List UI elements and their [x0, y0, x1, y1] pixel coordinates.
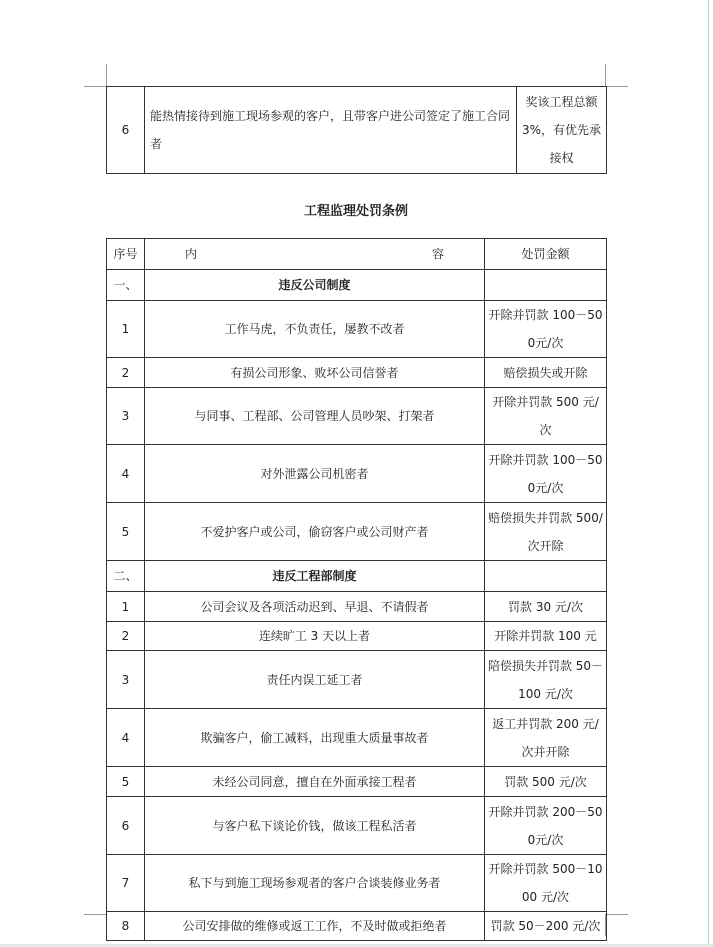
- table-row: [107, 503, 607, 561]
- row-content: 公司会议及各项活动迟到、早退、不请假者: [145, 592, 485, 622]
- document-title: 工程监理处罚条例: [303, 204, 408, 219]
- row-content: 欺骗客户，偷工减料，出现重大质量事故者: [145, 709, 485, 767]
- table-row: [107, 592, 607, 622]
- row-number: 1: [107, 592, 145, 622]
- row-number: 6: [107, 87, 145, 174]
- row-number: 4: [107, 709, 145, 767]
- row-content: 不爱护客户或公司，偷窃客户或公司财产者: [145, 503, 485, 561]
- page-edge: [708, 0, 709, 947]
- row-content: 与客户私下谈论价钱，做该工程私活者: [145, 797, 485, 855]
- section-header-row: [107, 561, 607, 592]
- crop-mark-top-right: [605, 64, 606, 86]
- row-content: 责任内误工延工者: [145, 651, 485, 709]
- row-amount: 开除并罚款 200－500元/次: [485, 797, 607, 855]
- row-number: 4: [107, 445, 145, 503]
- crop-mark-top-left-h: [84, 86, 106, 87]
- header-no: 序号: [107, 239, 145, 270]
- row-content: 私下与到施工现场参观者的客户合谈装修业务者: [145, 855, 485, 912]
- row-amount: 罚款 500 元/次: [485, 767, 607, 797]
- table-row: [107, 358, 607, 388]
- row-content: 对外泄露公司机密者: [145, 445, 485, 503]
- section-header-row: [107, 270, 607, 301]
- row-number: 6: [107, 797, 145, 855]
- table-row: [107, 855, 607, 912]
- section-empty: [485, 561, 607, 592]
- row-number: 7: [107, 855, 145, 912]
- header-content-left: 内: [185, 247, 198, 261]
- crop-mark-bottom-left-h: [84, 914, 106, 915]
- row-amount: 罚款 50－200 元/次: [485, 912, 607, 941]
- section-title: 违反工程部制度: [145, 561, 485, 592]
- table-row: [107, 622, 607, 651]
- table-row: [107, 767, 607, 797]
- table-row: [107, 709, 607, 767]
- row-number: 5: [107, 503, 145, 561]
- row-number: 3: [107, 388, 145, 445]
- crop-mark-top-left: [106, 64, 107, 86]
- row-amount: 赔偿损失或开除: [485, 358, 607, 388]
- row-content: 工作马虎，不负责任，屡教不改者: [145, 301, 485, 358]
- row-amount: 开除并罚款 100－500元/次: [485, 301, 607, 358]
- row-content: 能热情接待到施工现场参观的客户，且带客户进公司签定了施工合同者: [145, 87, 517, 174]
- row-number: 3: [107, 651, 145, 709]
- section-title: 违反公司制度: [145, 270, 485, 301]
- row-amount: 开除并罚款 500－1000 元/次: [485, 855, 607, 912]
- row-content: 与同事、工程部、公司管理人员吵架、打架者: [145, 388, 485, 445]
- row-number: 5: [107, 767, 145, 797]
- row-amount: 开除并罚款 500 元/次: [485, 388, 607, 445]
- reward-table-continuation: [106, 86, 607, 174]
- table-row: [107, 445, 607, 503]
- table-row: [107, 651, 607, 709]
- row-amount: 返工并罚款 200 元/次并开除: [485, 709, 607, 767]
- table-header-row: [107, 239, 607, 270]
- row-number: 8: [107, 912, 145, 941]
- row-content: 未经公司同意，擅自在外面承接工程者: [145, 767, 485, 797]
- row-amount: 罚款 30 元/次: [485, 592, 607, 622]
- row-amount: 陪偿损失并罚款 50－100 元/次: [485, 651, 607, 709]
- section-no: 一、: [107, 270, 145, 301]
- row-content: 有损公司形象、败坏公司信誉者: [145, 358, 485, 388]
- header-content-right: 容: [431, 247, 444, 261]
- row-amount: 赔偿损失并罚款 500/次开除: [485, 503, 607, 561]
- table-row: [107, 87, 607, 174]
- table-row: [107, 797, 607, 855]
- section-empty: [485, 270, 607, 301]
- header-content: [145, 239, 485, 270]
- penalty-table: [106, 238, 607, 941]
- table-row: [107, 388, 607, 445]
- section-no: 二、: [107, 561, 145, 592]
- row-amount: 开除并罚款 100－500元/次: [485, 445, 607, 503]
- row-number: 1: [107, 301, 145, 358]
- row-number: 2: [107, 622, 145, 651]
- table-row: [107, 912, 607, 941]
- header-amount: 处罚金额: [485, 239, 607, 270]
- row-number: 2: [107, 358, 145, 388]
- crop-mark-top-right-h: [606, 86, 628, 87]
- row-amount: 开除并罚款 100 元: [485, 622, 607, 651]
- crop-mark-bottom-right-h: [606, 914, 628, 915]
- row-content: 公司安排做的维修或返工工作，不及时做或拒绝者: [145, 912, 485, 941]
- table-row: [107, 301, 607, 358]
- row-content: 连续旷工 3 天以上者: [145, 622, 485, 651]
- row-reward: 奖该工程总额3%，有优先承接权: [517, 87, 607, 174]
